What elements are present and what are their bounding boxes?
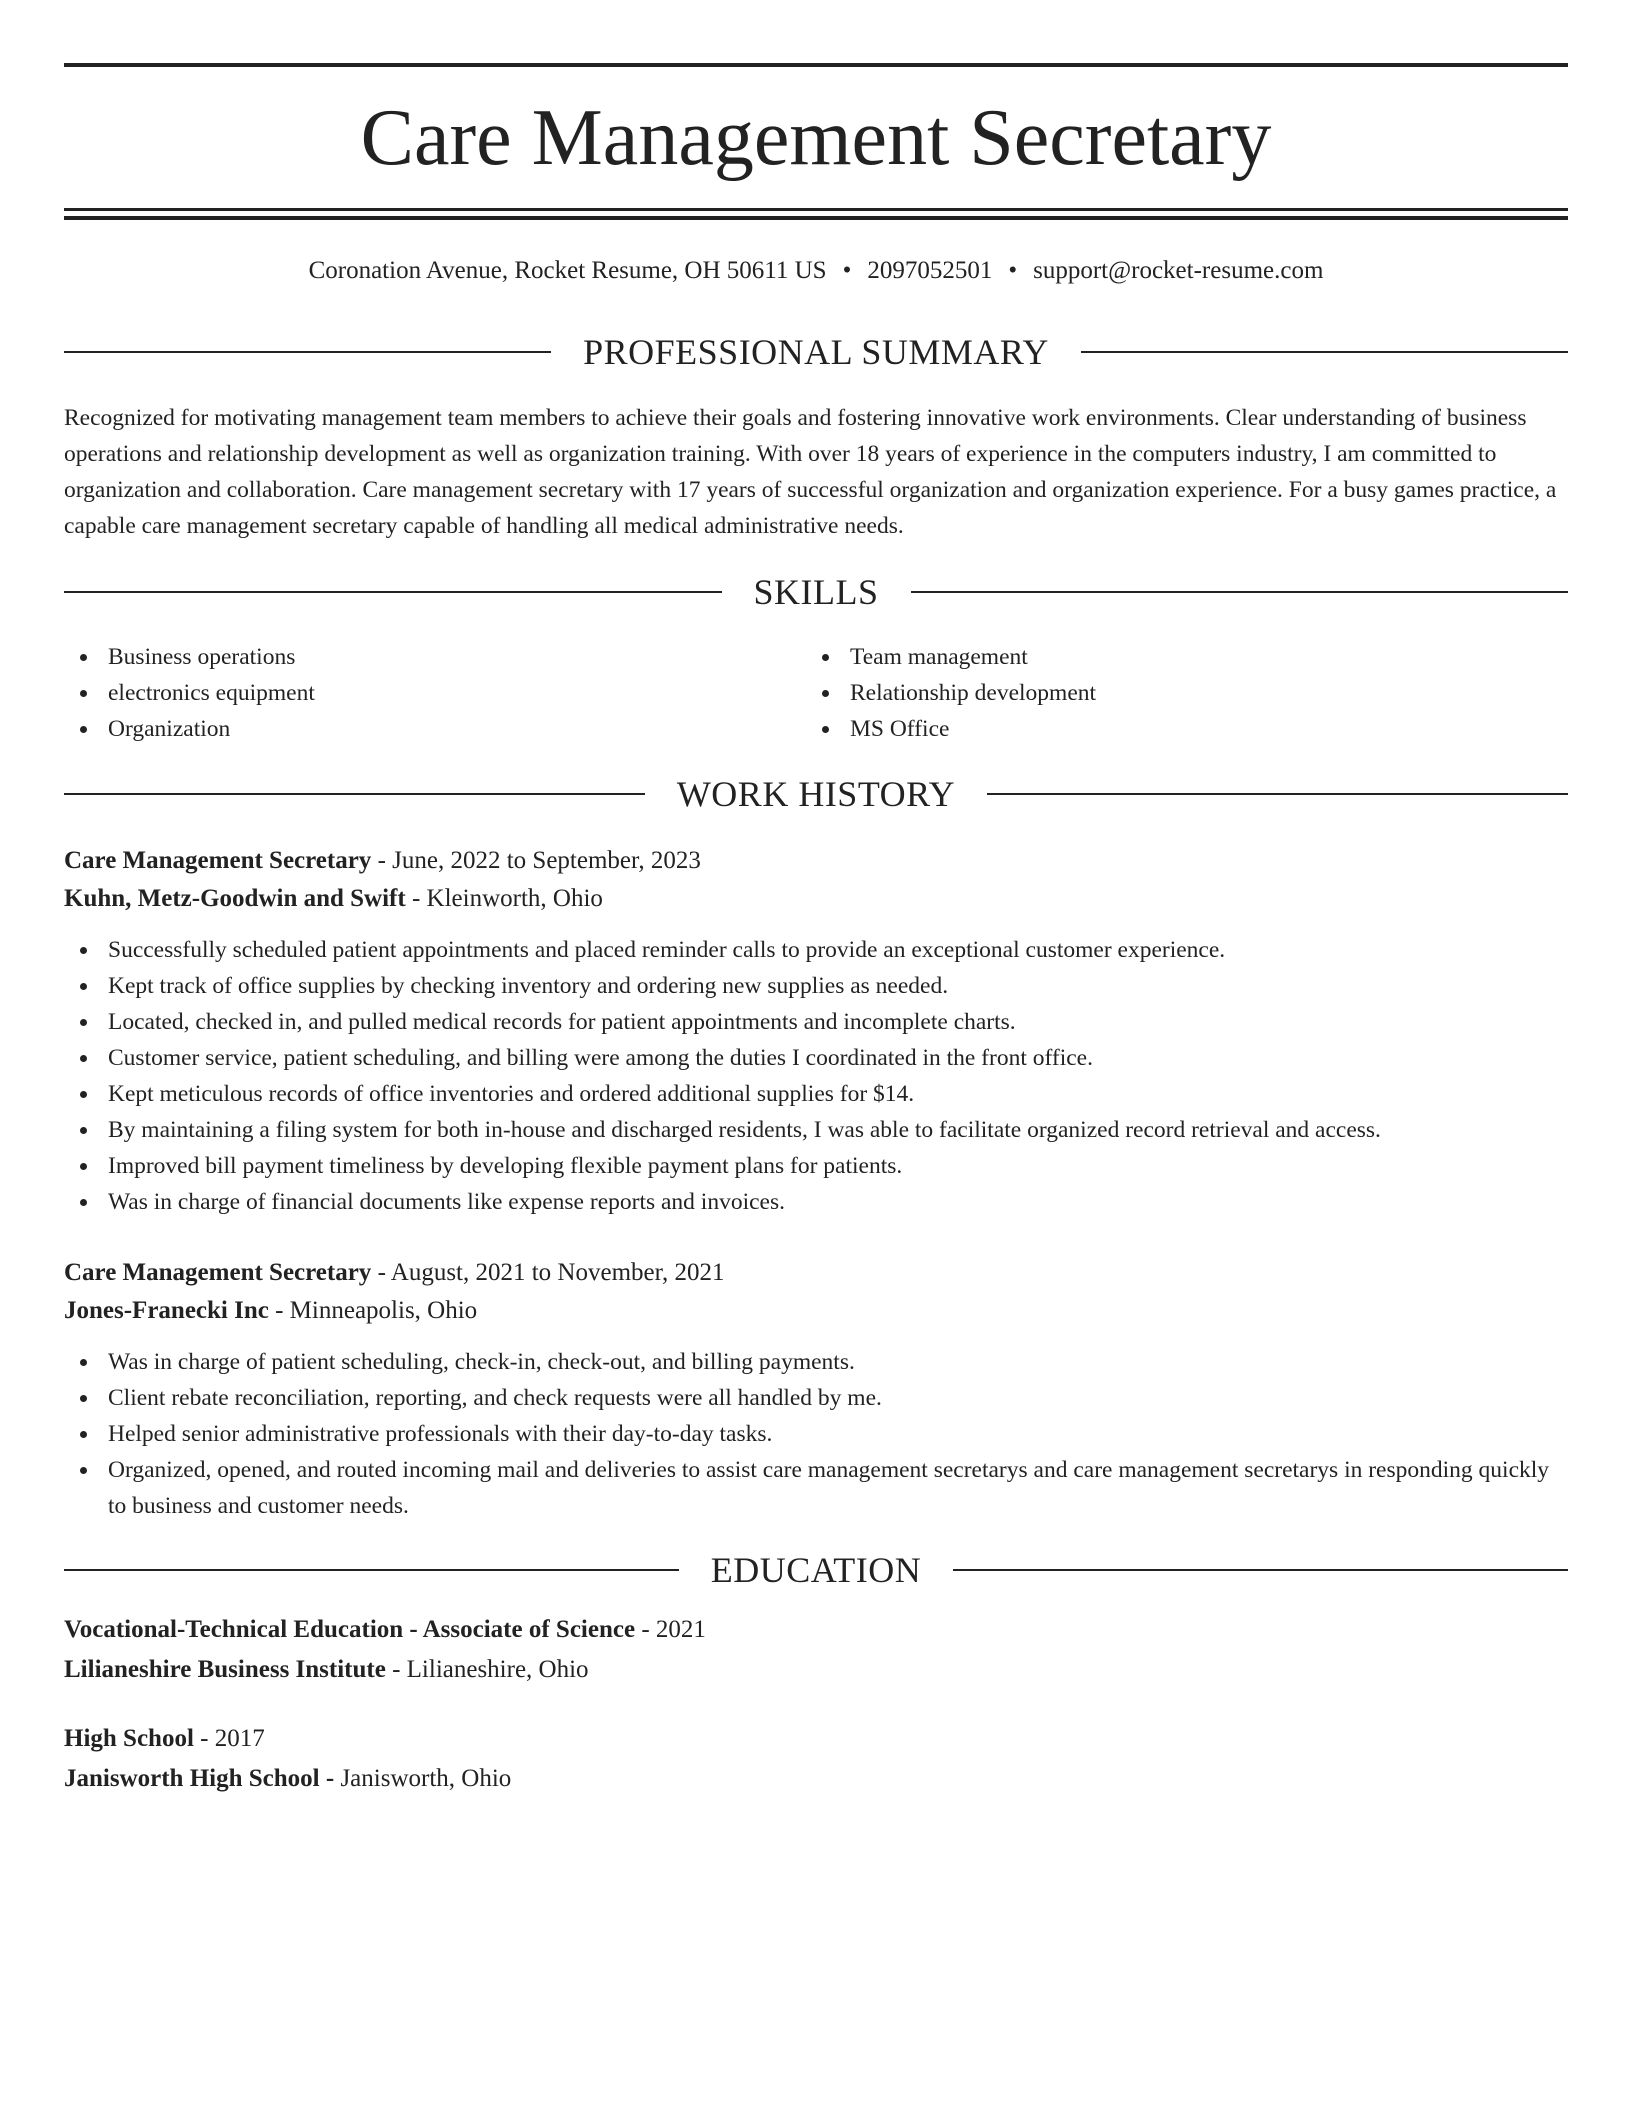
job-duty: By maintaining a filing system for both in-house and discharged residents, I was able to facilitate organized record retrieval and access. [64,1112,1568,1148]
heading-rule-left [64,351,551,353]
education-location: Janisworth, Ohio [334,1765,512,1792]
job-duty: Client rebate reconciliation, reporting, and check requests were all handled by me. [64,1380,1568,1416]
job-duty: Helped senior administrative professionals with their day-to-day tasks. [64,1416,1568,1452]
header-bottom-rule-2 [64,216,1568,220]
heading-rule-right [987,793,1568,795]
heading-rule-left [64,793,645,795]
header-bottom-rule-1 [64,208,1568,211]
education-year: - 2017 [193,1725,265,1752]
skills-list-right [806,639,1506,747]
skills-column-left [64,639,764,747]
education-degree: Vocational-Technical Education - Associate of Science [64,1616,636,1643]
heading-rule-left [64,1569,679,1571]
education-entry [64,1719,1568,1799]
contact-line [64,254,1568,288]
job-entry [64,842,1568,1220]
job-dates: - June, 2022 to September, 2023 [371,847,701,874]
job-company-line [64,880,1568,918]
skill-item: Business operations [64,639,764,675]
job-title-line [64,842,1568,880]
section-heading-skills [64,570,1568,614]
heading-rule-left [64,591,722,593]
heading-rule-right [953,1569,1568,1571]
job-location: - Minneapolis, Ohio [268,1297,478,1324]
heading-rule-right [1081,351,1568,353]
education-entry [64,1610,1568,1690]
job-location: - Kleinworth, Ohio [405,885,603,912]
skills-column-right [806,639,1506,747]
contact-email: support@rocket-resume.com [1033,257,1324,284]
job-title: Care Management Secretary [64,1259,372,1286]
section-heading-summary [64,330,1568,374]
job-entry [64,1254,1568,1524]
job-duties-list [64,1344,1568,1524]
contact-address: Coronation Avenue, Rocket Resume, OH 50611 US [308,257,827,284]
skill-item: Team management [806,639,1506,675]
section-heading-education [64,1548,1568,1592]
job-duty: Was in charge of financial documents like expense reports and invoices. [64,1184,1568,1220]
job-duties-list [64,932,1568,1220]
heading-rule-right [911,591,1569,593]
education-school-line [64,1650,1568,1690]
skill-item: MS Office [806,711,1506,747]
education-year: - 2021 [635,1616,706,1643]
skill-item: electronics equipment [64,675,764,711]
contact-separator: • [1008,257,1018,284]
education-school: Lilianeshire Business Institute [64,1656,386,1683]
heading-label: EDUCATION [710,1550,922,1590]
job-duty: Improved bill payment timeliness by developing flexible payment plans for patients. [64,1148,1568,1184]
heading-label: PROFESSIONAL SUMMARY [583,332,1049,372]
job-duty: Was in charge of patient scheduling, check-in, check-out, and billing payments. [64,1344,1568,1380]
job-duty: Kept meticulous records of office inventories and ordered additional supplies for $14. [64,1076,1568,1112]
section-heading-work-history [64,772,1568,816]
contact-phone: 2097052501 [867,257,993,284]
summary-text: Recognized for motivating management team members to achieve their goals and fostering innovative work environments. Clear understanding of business operations and relationship development as well as organization training. With over 18 years of experience in the computers industry, I am committed to organization and collaboration. Care management secretary with 17 years of successful organization and organization experience. For a busy games practice, a capable care management secretary capable of handling all medical administrative needs. [64,405,1557,539]
skills-list-left [64,639,764,747]
heading-label: WORK HISTORY [676,774,956,814]
job-duty: Successfully scheduled patient appointments and placed reminder calls to provide an exceptional customer experience. [64,932,1568,968]
education-degree-line [64,1610,1568,1650]
education-degree: High School [64,1725,194,1752]
education-school-line [64,1759,1568,1799]
job-duty: Located, checked in, and pulled medical records for patient appointments and incomplete charts. [64,1004,1568,1040]
job-company-line [64,1292,1568,1330]
job-duty: Customer service, patient scheduling, and billing were among the duties I coordinated in the front office. [64,1040,1568,1076]
job-company: Kuhn, Metz-Goodwin and Swift [64,885,406,912]
education-location: - Lilianeshire, Ohio [385,1656,589,1683]
skill-item: Relationship development [806,675,1506,711]
job-title-line [64,1254,1568,1292]
education-degree-line [64,1719,1568,1759]
resume-title: Care Management Secretary [360,94,1272,182]
education-school: Janisworth High School - [64,1765,335,1792]
heading-label: SKILLS [753,572,879,612]
contact-separator: • [842,257,852,284]
job-duty: Organized, opened, and routed incoming mail and deliveries to assist care management secretarys and care management secretarys in responding quickly to business and customer needs. [64,1452,1568,1524]
job-dates: - August, 2021 to November, 2021 [371,1259,725,1286]
skill-item: Organization [64,711,764,747]
job-duty: Kept track of office supplies by checking inventory and ordering new supplies as needed. [64,968,1568,1004]
job-company: Jones-Franecki Inc [64,1297,269,1324]
job-title: Care Management Secretary [64,847,372,874]
header-top-rule [64,63,1568,67]
